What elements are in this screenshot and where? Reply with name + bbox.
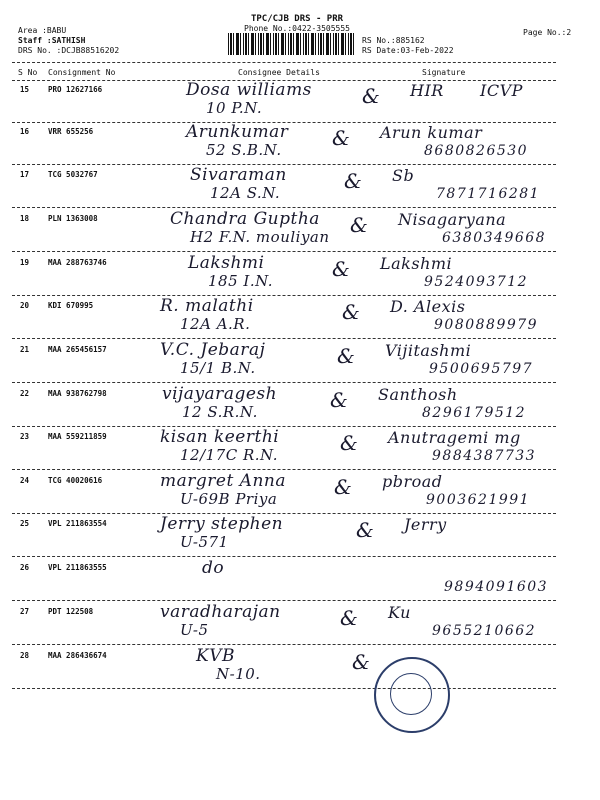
row-serial-number: 24 — [20, 476, 30, 485]
row-serial-number: 16 — [20, 127, 30, 136]
receiver-phone: 9894091603 — [444, 579, 549, 595]
signature: pbroad — [382, 472, 443, 491]
receiver-phone: 9884387733 — [432, 448, 537, 464]
sheet-title: TPC/CJB DRS - PRR — [250, 14, 344, 24]
row-consignment-number: PRO 12627166 — [48, 85, 103, 94]
row-serial-number: 22 — [20, 389, 30, 398]
page-number: Page No.:2 — [523, 28, 572, 37]
consignee-address: U-571 — [180, 533, 229, 551]
row-serial-number: 20 — [20, 301, 30, 310]
row-consignment-number: VPL 211863554 — [48, 519, 107, 528]
delivery-stamp — [374, 657, 450, 733]
consignee-address: 12/17C R.N. — [180, 446, 278, 464]
column-header-row — [0, 66, 600, 80]
row-divider — [12, 644, 556, 645]
consignee-name: do — [202, 558, 225, 578]
header-center — [222, 14, 372, 34]
receiver-phone: 9524093712 — [424, 274, 529, 290]
signature: Jerry — [404, 515, 447, 534]
signature: Santhosh — [378, 385, 458, 404]
row-divider — [12, 295, 556, 296]
row-divider — [12, 469, 556, 470]
row-serial-number: 27 — [20, 607, 30, 616]
row-serial-number: 19 — [20, 258, 30, 267]
ampersand-mark: & — [352, 650, 370, 674]
consignee-address: H2 F.N. mouliyan — [190, 228, 330, 246]
col-sno: S No — [18, 68, 38, 77]
ampersand-mark: & — [330, 388, 348, 412]
consignee-name: margret Anna — [160, 471, 286, 491]
signature: Nisagaryana — [398, 210, 507, 229]
barcode — [228, 33, 354, 55]
rs-number: RS No.:885162 — [362, 36, 425, 45]
consignee-name: Lakshmi — [188, 253, 265, 273]
row-divider — [12, 556, 556, 557]
ampersand-mark: & — [344, 169, 362, 193]
row-consignment-number: VPL 211863555 — [48, 563, 107, 572]
consignee-address: 12 S.R.N. — [182, 403, 258, 421]
row-consignment-number: PLN 1363008 — [48, 214, 98, 223]
ampersand-mark: & — [332, 126, 350, 150]
consignee-address: 52 S.B.N. — [206, 141, 282, 159]
col-consignee: Consignee Details — [238, 68, 320, 77]
signature: HIR — [410, 81, 444, 100]
consignee-address: 10 P.N. — [206, 99, 263, 117]
ampersand-mark: & — [362, 84, 380, 108]
row-consignment-number: PDT 122508 — [48, 607, 94, 616]
consignee-address: U-69B Priya — [180, 490, 278, 508]
consignee-address: 12A A.R. — [180, 315, 251, 333]
receiver-phone: 8296179512 — [422, 405, 527, 421]
divider — [12, 62, 556, 63]
row-serial-number: 15 — [20, 85, 30, 94]
receiver-phone: 9500695797 — [429, 361, 534, 377]
consignee-address: U-5 — [180, 621, 209, 639]
drs-number: DRS No. :DCJB88516202 — [18, 46, 120, 55]
row-serial-number: 23 — [20, 432, 30, 441]
row-divider — [12, 251, 556, 252]
consignee-name: R. malathi — [160, 296, 254, 316]
ampersand-mark: & — [332, 257, 350, 281]
consignee-name: Arunkumar — [186, 122, 289, 142]
consignee-name: varadharajan — [160, 602, 281, 622]
ampersand-mark: & — [350, 213, 368, 237]
delivery-stamp-inner — [390, 673, 432, 715]
consignee-name: Chandra Guptha — [170, 209, 320, 229]
row-divider — [12, 513, 556, 514]
receiver-phone: 7871716281 — [436, 186, 541, 202]
row-consignment-number: MAA 938762798 — [48, 389, 107, 398]
row-consignment-number: MAA 265456157 — [48, 345, 107, 354]
ampersand-mark: & — [340, 431, 358, 455]
consignee-address: N-10. — [216, 665, 261, 683]
consignee-name: Jerry stephen — [160, 514, 284, 534]
receiver-phone: 9003621991 — [426, 492, 531, 508]
col-signature: Signature — [422, 68, 466, 77]
consignee-name: V.C. Jebaraj — [160, 340, 266, 360]
row-divider — [12, 338, 556, 339]
row-serial-number: 28 — [20, 651, 30, 660]
staff-label: Staff :SATHISH — [18, 36, 86, 45]
signature: D. Alexis — [390, 297, 466, 316]
row-serial-number: 25 — [20, 519, 30, 528]
consignee-name: Sivaraman — [190, 165, 287, 185]
ampersand-mark: & — [340, 606, 358, 630]
row-consignment-number: VRR 655256 — [48, 127, 94, 136]
signature-extra: ICVP — [480, 81, 523, 100]
row-consignment-number: TCG 5032767 — [48, 170, 98, 179]
signature: Lakshmi — [380, 254, 453, 273]
rs-date: RS Date:03-Feb-2022 — [362, 46, 454, 55]
row-consignment-number: TCG 40020616 — [48, 476, 103, 485]
row-serial-number: 18 — [20, 214, 30, 223]
consignee-address: 185 I.N. — [208, 272, 274, 290]
signature: Anutragemi mg — [388, 428, 521, 447]
consignee-name: kisan keerthi — [160, 427, 280, 447]
receiver-phone: 9655210662 — [432, 623, 537, 639]
row-consignment-number: MAA 286436674 — [48, 651, 107, 660]
receiver-phone: 8680826530 — [424, 143, 529, 159]
row-divider — [12, 688, 556, 689]
row-consignment-number: MAA 288763746 — [48, 258, 107, 267]
row-serial-number: 21 — [20, 345, 30, 354]
phone-number: Phone No.:0422-3505555 — [244, 24, 350, 33]
col-consignment: Consignment No — [48, 68, 116, 77]
consignee-name: KVB — [196, 646, 235, 666]
row-consignment-number: MAA 559211859 — [48, 432, 107, 441]
signature: Ku — [388, 603, 411, 622]
header-left — [18, 26, 119, 56]
row-divider — [12, 207, 556, 208]
ampersand-mark: & — [337, 344, 355, 368]
signature: Arun kumar — [380, 123, 483, 142]
receiver-phone: 6380349668 — [442, 230, 547, 246]
consignee-address: 12A S.N. — [210, 184, 281, 202]
area-label: Area :BABU — [18, 26, 67, 35]
consignee-name: Dosa williams — [186, 80, 312, 100]
consignee-name: vijayaragesh — [162, 384, 278, 404]
signature: Vijitashmi — [385, 341, 472, 360]
row-divider — [12, 382, 556, 383]
row-serial-number: 26 — [20, 563, 30, 572]
row-serial-number: 17 — [20, 170, 30, 179]
ampersand-mark: & — [356, 518, 374, 542]
receiver-phone: 9080889979 — [434, 317, 539, 333]
row-divider — [12, 426, 556, 427]
ampersand-mark: & — [334, 475, 352, 499]
consignee-address: 15/1 B.N. — [180, 359, 256, 377]
header-right — [362, 36, 454, 56]
row-divider — [12, 600, 556, 601]
signature: Sb — [392, 166, 415, 185]
ampersand-mark: & — [342, 300, 360, 324]
row-consignment-number: KDI 670995 — [48, 301, 94, 310]
